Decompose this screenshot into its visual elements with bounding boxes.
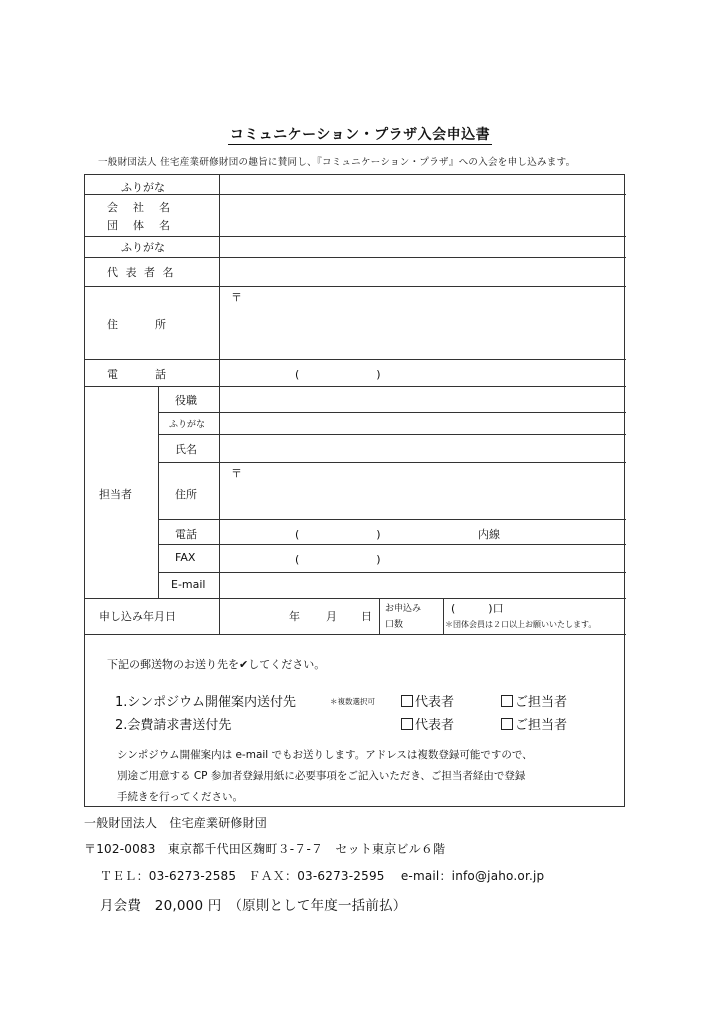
name-label: 氏名 [175, 443, 197, 456]
fax-field[interactable]: ( ) [295, 553, 381, 566]
contact-furigana-label: ふりがな [169, 420, 206, 430]
symposium-notice-label: 1.シンポジウム開催案内送付先 [115, 695, 296, 710]
row-divider [158, 412, 626, 413]
footer-contact: ＴＥＬ：03-6273-2585 ＦＡＸ：03-6273-2595 e-mail：info@jaho.or.jp [100, 869, 545, 883]
column-divider [158, 386, 159, 598]
contact-phone-label: 電話 [175, 528, 197, 541]
footer-org: 一般財団法人 住宅産業研修財団 [84, 816, 268, 830]
checkbox[interactable] [501, 695, 513, 707]
column-divider [443, 598, 444, 634]
contact-postal-mark: 〒 [231, 467, 242, 480]
column-divider [219, 175, 220, 634]
email-label: E-mail [171, 578, 206, 591]
column-divider [379, 598, 380, 634]
notice-line: シンポジウム開催案内は e-mail でもお送りします。アドレスは複数登録可能ですので、 [117, 749, 533, 761]
units-field[interactable]: ( )口 [451, 602, 504, 615]
item1-contact-option[interactable] [501, 691, 567, 710]
row-divider [158, 519, 626, 520]
row-divider [85, 359, 626, 360]
option-label: 代表者 [415, 695, 455, 710]
invoice-label: 2.会費請求書送付先 [115, 718, 232, 733]
contact-phone-field[interactable]: ( ) [295, 528, 381, 541]
option-label: ご担当者 [515, 718, 568, 733]
notice-line: 手続きを行ってください。 [117, 791, 243, 803]
row-divider [158, 572, 626, 573]
position-label: 役職 [175, 394, 197, 407]
date-year-label: 年 [289, 610, 300, 623]
company-name-label: 会 社 名 [107, 201, 172, 214]
application-date-label: 申し込み年月日 [99, 610, 176, 623]
date-day-label: 日 [361, 610, 372, 623]
row-divider [85, 257, 626, 258]
row-divider [85, 598, 626, 599]
furigana-label: ふりがな [121, 181, 165, 194]
form-title [0, 124, 720, 144]
fax-label: FAX [175, 551, 196, 564]
item1-representative-option[interactable] [401, 691, 454, 710]
item2-contact-option[interactable] [501, 714, 567, 733]
contact-person-label: 担当者 [99, 488, 132, 501]
mailing-notice [117, 745, 622, 808]
representative-label: 代 表 者 名 [107, 266, 176, 279]
mailing-instruction: 下記の郵送物のお送り先を✔してください。 [107, 658, 326, 671]
row-divider [85, 386, 626, 387]
checkbox[interactable] [401, 695, 413, 707]
units-note: ＊団体会員は２口以上お願いいたします。 [445, 620, 597, 629]
multiple-choice-note: ＊複数選択可 [330, 697, 375, 706]
extension-label: 内線 [478, 528, 500, 541]
form-intro: 一般財団法人 住宅産業研修財団の趣旨に賛同し、『コミュニケーション・プラザ』への入会を申し込みます。 [98, 157, 576, 168]
units-label-2: 口数 [385, 620, 404, 630]
item2-representative-option[interactable] [401, 714, 454, 733]
row-divider [158, 434, 626, 435]
membership-fee: 月会費 20,000 円 （原則として年度一括前払） [100, 898, 407, 914]
row-divider [85, 194, 626, 195]
footer-address: 〒102-0083 東京都千代田区麹町３-７-７ セット東京ビル６階 [84, 842, 446, 856]
option-label: 代表者 [415, 718, 455, 733]
phone-label: 電 話 [107, 368, 167, 381]
checkbox[interactable] [501, 718, 513, 730]
organization-name-label: 団 体 名 [107, 219, 172, 232]
row-divider [85, 286, 626, 287]
furigana-label-2: ふりがな [121, 241, 165, 254]
phone-field[interactable]: ( ) [295, 368, 381, 381]
application-form-table [84, 174, 625, 807]
contact-address-label: 住所 [175, 488, 197, 501]
row-divider [85, 634, 626, 635]
row-divider [158, 544, 626, 545]
row-divider [85, 236, 626, 237]
address-label: 住 所 [107, 318, 167, 331]
checkbox[interactable] [401, 718, 413, 730]
option-label: ご担当者 [515, 695, 568, 710]
units-label: お申込み [385, 604, 422, 614]
postal-mark: 〒 [231, 291, 242, 304]
notice-line: 別途ご用意する CP 参加者登録用紙に必要事項をご記入いただき、ご担当者経由で登録 [117, 770, 526, 782]
form-title-text: コミュニケーション・プラザ入会申込書 [229, 127, 491, 143]
row-divider [158, 462, 626, 463]
date-month-label: 月 [326, 610, 337, 623]
